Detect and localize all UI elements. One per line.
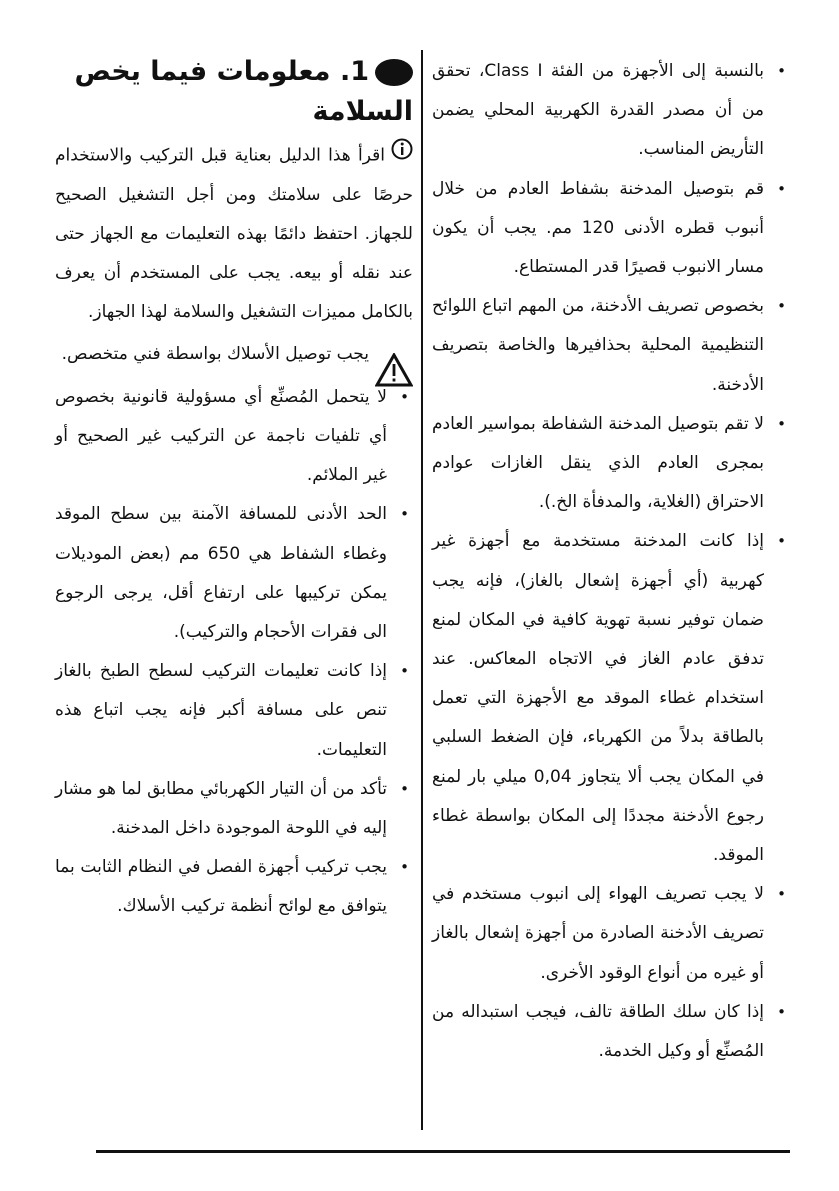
list-item: • تأكد من أن التيار الكهربائي مطابق لما هو مشار إليه في اللوحة الموجودة داخل المدخنة.	[55, 770, 413, 848]
list-item: • لا يجب تصريف الهواء إلى انبوب مستخدم في تصريف الأدخنة الصادرة من أجهزة إشعال بالغاز أو غيره من أنواع الوقود الأخرى.	[432, 875, 790, 993]
list-item: • بخصوص تصريف الأدخنة، من المهم اتباع اللوائح التنظيمية المحلية بحذافيرها والخاصة بتصريف الأدخنة.	[432, 287, 790, 405]
info-circle-icon	[391, 136, 413, 175]
section-heading	[55, 52, 413, 132]
section-title-line2: السلامة	[312, 96, 413, 127]
list-item: • بالنسبة إلى الأجهزة من الفئة Class I، تحقق من أن مصدر القدرة الكهربية المحلي يضمن التأريض المناسب.	[432, 52, 790, 170]
footer-rule	[96, 1150, 790, 1153]
list-item: • لا تقم بتوصيل المدخنة الشفاطة بمواسير العادم بمجرى العادم الذي ينقل الغازات عوادم الاحتراق (الغلاية، والمدفأة الخ.).	[432, 405, 790, 523]
section-title-line1: معلومات فيما يخص	[74, 56, 331, 87]
warning-text: يجب توصيل الأسلاك بواسطة فني متخصص.	[61, 343, 369, 364]
column-divider	[421, 50, 423, 1130]
wiring-warning	[55, 335, 413, 374]
list-item: • إذا كانت تعليمات التركيب لسطح الطبخ بالغاز تنص على مسافة أكبر فإنه يجب اتباع هذه التعليمات.	[55, 652, 413, 770]
right-bullet-list	[432, 52, 790, 1071]
section-number: 1.	[339, 56, 369, 87]
list-item: • إذا كانت المدخنة مستخدمة مع أجهزة غير كهربية (أي أجهزة إشعال بالغاز)، فإنه يجب ضمان توفير نسبة تهوية كافية في المكان لمنع تدفق عادم الغاز في الاتجاه المعاكس. عند استخدام غطاء الموقد مع الأجهزة التي تعمل بالطاقة بدلاً من الكهرباء، فإن الضغط السلبي في المكان يجب ألا يتجاوز 0,04 ميلي بار لمنع رجوع الأدخنة مجددًا إلى المكان بواسطة غطاء الموقد.	[432, 522, 790, 875]
intro-paragraph	[55, 136, 413, 333]
left-bullet-list	[55, 378, 413, 927]
list-item: • لا يتحمل المُصنِّع أي مسؤولية قانونية بخصوص أي تلفيات ناجمة عن التركيب غير الصحيح أو غير الملائم.	[55, 378, 413, 496]
right-column	[432, 52, 790, 1071]
list-item: • قم بتوصيل المدخنة بشفاط العادم من خلال أنبوب قطره الأدنى 120 مم. يجب أن يكون مسار الانبوب قصيرًا قدر المستطاع.	[432, 170, 790, 288]
list-item: • إذا كان سلك الطاقة تالف، فيجب استبداله من المُصنِّع أو وكيل الخدمة.	[432, 993, 790, 1071]
list-item: • الحد الأدنى للمسافة الآمنة بين سطح الموقد وغطاء الشفاط هي 650 مم (بعض الموديلات يمكن تركيبها على ارتفاع أقل، يرجى الرجوع الى فقرات الأحجام والتركيب).	[55, 495, 413, 652]
oval-marker-icon	[375, 59, 413, 86]
list-item: • يجب تركيب أجهزة الفصل في النظام الثابت بما يتوافق مع لوائح أنظمة تركيب الأسلاك.	[55, 848, 413, 926]
intro-text: اقرأ هذا الدليل بعناية قبل التركيب والاستخدام حرصًا على سلامتك ومن أجل التشغيل الصحيح للجهاز. احتفظ دائمًا بهذه التعليمات مع الجهاز حتى عند نقله أو بيعه. يجب على المستخدم أن يعرف بالكامل مميزات التشغيل والسلامة لهذا الجهاز.	[55, 145, 413, 323]
left-column	[55, 52, 413, 927]
